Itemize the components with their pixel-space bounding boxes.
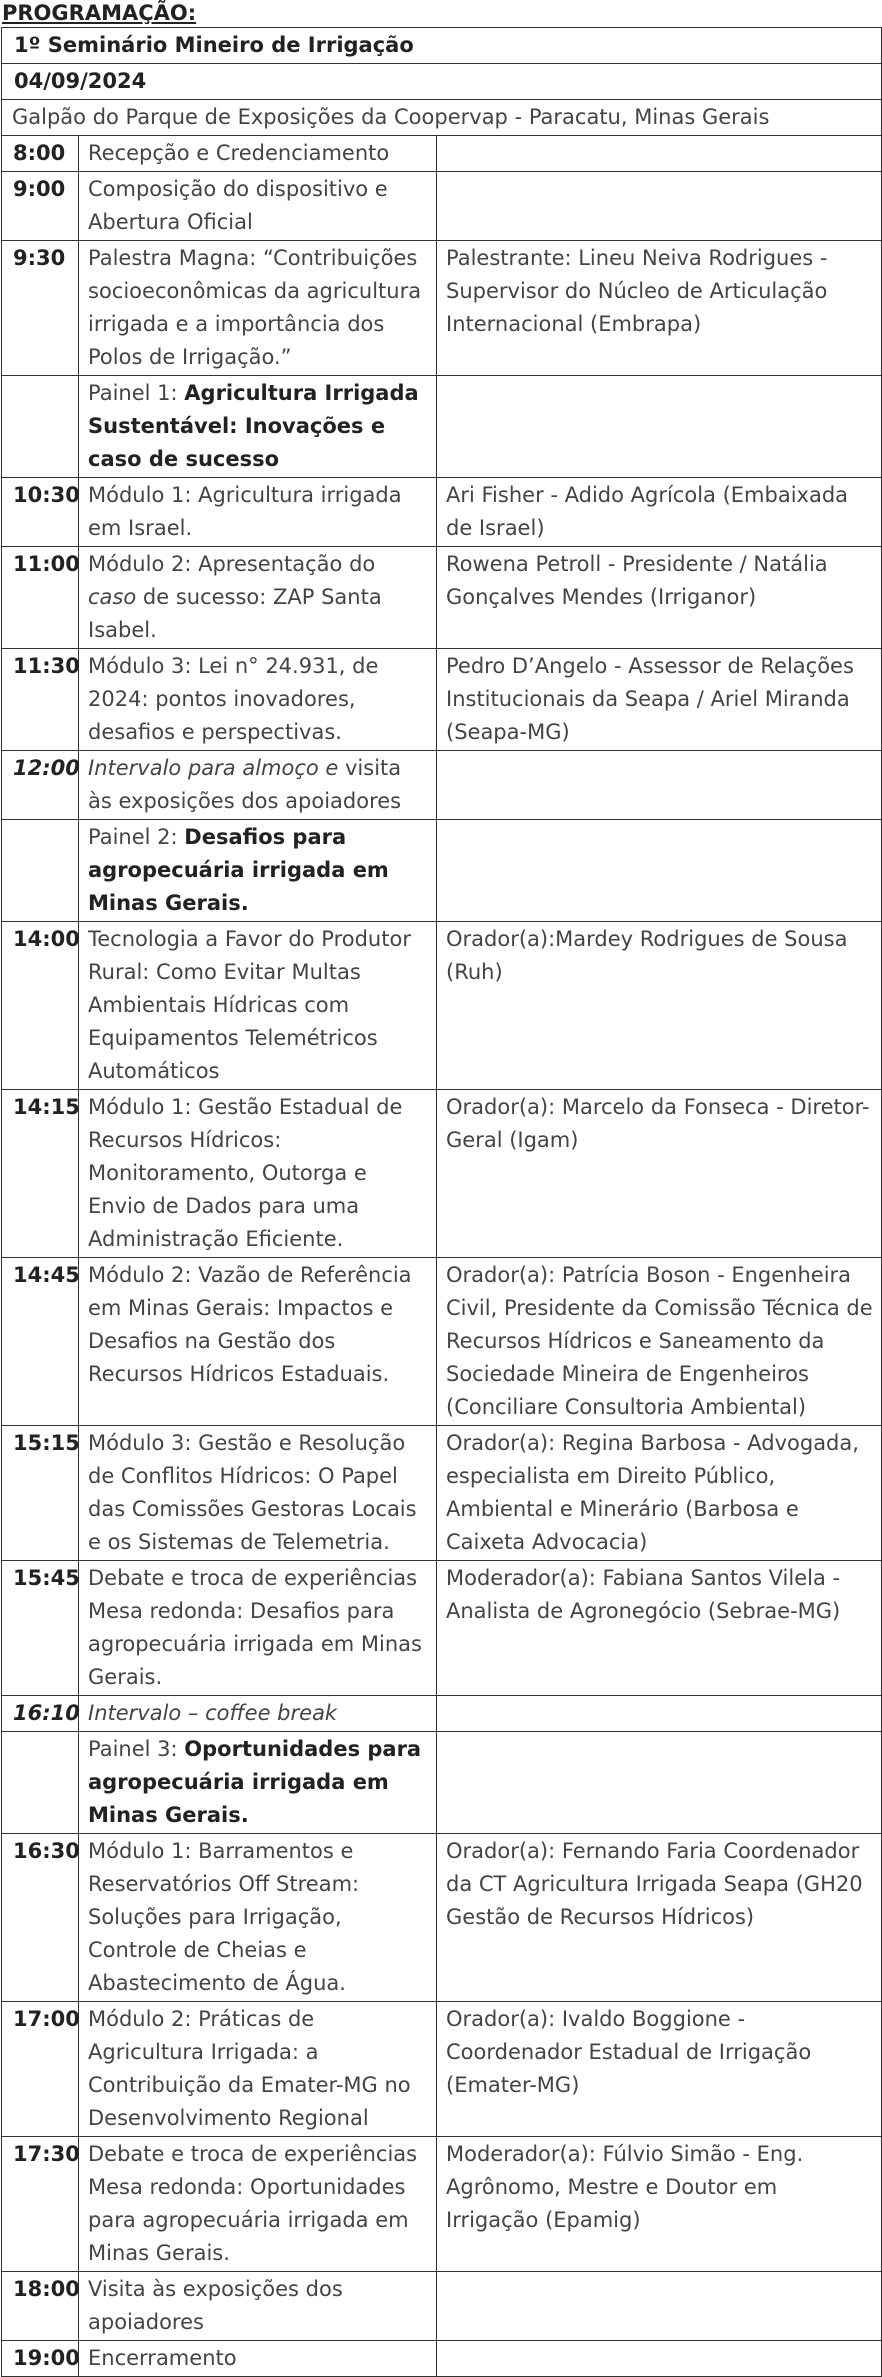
speaker-cell — [437, 136, 882, 172]
activity-cell: Módulo 2: Vazão de Referência em Minas Gerais: Impactos e Desafios na Gestão dos Recursos Hídricos Estaduais. — [79, 1258, 437, 1426]
activity-cell: Debate e troca de experiências Mesa redonda: Desafios para agropecuária irrigada em Minas Gerais. — [79, 1561, 437, 1696]
activity-cell: Composição do dispositivo e Abertura Oficial — [79, 172, 437, 241]
time-cell: 9:30 — [2, 241, 79, 376]
time-cell: 16:30 — [2, 1834, 79, 2002]
speaker-cell: Orador(a): Patrícia Boson - Engenheira Civil, Presidente da Comissão Técnica de Recursos Hídricos e Saneamento da Sociedade Mineira de Engenheiros (Conciliare Consultoria Ambiental) — [437, 1258, 882, 1426]
schedule-row — [2, 922, 882, 1090]
activity-cell: Módulo 3: Lei n° 24.931, de 2024: pontos inovadores, desafios e perspectivas. — [79, 649, 437, 751]
speaker-cell: Moderador(a): Fúlvio Simão - Eng. Agrônomo, Mestre e Doutor em Irrigação (Epamig) — [437, 2137, 882, 2272]
schedule-row — [2, 2137, 882, 2272]
time-cell: 12:00 — [2, 751, 79, 820]
event-title: 1º Seminário Mineiro de Irrigação — [2, 28, 882, 64]
activity-cell: Visita às exposições dos apoiadores — [79, 2272, 437, 2341]
activity-text: Módulo 2: Apresentação do — [88, 552, 376, 576]
panel-cell — [79, 1732, 437, 1834]
panel-label: Painel 3: — [88, 1737, 185, 1761]
activity-text: visita às exposições dos apoiadores — [88, 756, 402, 813]
time-cell: 14:00 — [2, 922, 79, 1090]
activity-cell — [79, 547, 437, 649]
event-date-row — [2, 64, 882, 100]
time-cell: 8:00 — [2, 136, 79, 172]
activity-cell — [79, 751, 437, 820]
panel-label: Painel 1: — [88, 381, 185, 405]
activity-cell: Palestra Magna: “Contribuições socioeconômicas da agricultura irrigada e a importância dos Polos de Irrigação.” — [79, 241, 437, 376]
schedule-row — [2, 2002, 882, 2137]
schedule-row — [2, 2272, 882, 2341]
time-cell: 14:45 — [2, 1258, 79, 1426]
speaker-cell: Orador(a):Mardey Rodrigues de Sousa (Ruh) — [437, 922, 882, 1090]
schedule-row — [2, 136, 882, 172]
schedule-row — [2, 751, 882, 820]
time-cell — [2, 1732, 79, 1834]
panel-title: Agricultura Irrigada Sustentável: Inovações e caso de sucesso — [88, 381, 419, 471]
activity-cell: Recepção e Credenciamento — [79, 136, 437, 172]
speaker-cell: Palestrante: Lineu Neiva Rodrigues - Supervisor do Núcleo de Articulação Internacional (Embrapa) — [437, 241, 882, 376]
activity-cell — [79, 1696, 437, 1732]
panel-title: Oportunidades para agropecuária irrigada em Minas Gerais. — [88, 1737, 422, 1827]
schedule-row — [2, 478, 882, 547]
panel-row — [2, 1732, 882, 1834]
speaker-cell — [437, 2341, 882, 2377]
activity-cell: Módulo 2: Práticas de Agricultura Irrigada: a Contribuição da Emater-MG no Desenvolvimento Regional — [79, 2002, 437, 2137]
activity-cell: Módulo 1: Gestão Estadual de Recursos Hídricos: Monitoramento, Outorga e Envio de Dados para uma Administração Eficiente. — [79, 1090, 437, 1258]
schedule-row — [2, 241, 882, 376]
activity-cell: Módulo 1: Barramentos e Reservatórios Off Stream: Soluções para Irrigação, Controle de Cheias e Abastecimento de Água. — [79, 1834, 437, 2002]
event-date: 04/09/2024 — [2, 64, 882, 100]
schedule-row — [2, 1090, 882, 1258]
speaker-cell — [437, 1696, 882, 1732]
activity-cell: Módulo 1: Agricultura irrigada em Israel. — [79, 478, 437, 547]
schedule-row — [2, 649, 882, 751]
time-cell: 10:30 — [2, 478, 79, 547]
event-title-row — [2, 28, 882, 64]
time-cell: 14:15 — [2, 1090, 79, 1258]
panel-cell — [79, 376, 437, 478]
speaker-cell — [437, 376, 882, 478]
schedule-row — [2, 172, 882, 241]
schedule-row — [2, 547, 882, 649]
speaker-cell — [437, 751, 882, 820]
time-cell: 16:10 — [2, 1696, 79, 1732]
activity-cell: Tecnologia a Favor do Produtor Rural: Como Evitar Multas Ambientais Hídricas com Equipamentos Telemétricos Automáticos — [79, 922, 437, 1090]
speaker-cell — [437, 1732, 882, 1834]
activity-text-italic: caso — [88, 585, 137, 609]
panel-label: Painel 2: — [88, 825, 185, 849]
time-cell — [2, 376, 79, 478]
speaker-cell — [437, 820, 882, 922]
schedule-row — [2, 1696, 882, 1732]
speaker-cell: Orador(a): Ivaldo Boggione - Coordenador Estadual de Irrigação (Emater-MG) — [437, 2002, 882, 2137]
activity-text: de sucesso: ZAP Santa Isabel. — [88, 585, 382, 642]
speaker-cell: Orador(a): Regina Barbosa - Advogada, especialista em Direito Público, Ambiental e Minerário (Barbosa e Caixeta Advocacia) — [437, 1426, 882, 1561]
panel-row — [2, 376, 882, 478]
speaker-cell — [437, 2272, 882, 2341]
activity-cell: Encerramento — [79, 2341, 437, 2377]
page-heading: PROGRAMAÇÃO: — [2, 1, 197, 25]
speaker-cell: Moderador(a): Fabiana Santos Vilela - Analista de Agronegócio (Sebrae-MG) — [437, 1561, 882, 1696]
time-cell — [2, 820, 79, 922]
activity-text-italic: Intervalo – coffee break — [88, 1701, 338, 1725]
time-cell: 11:00 — [2, 547, 79, 649]
speaker-cell: Orador(a): Marcelo da Fonseca - Diretor-Geral (Igam) — [437, 1090, 882, 1258]
schedule-row — [2, 1834, 882, 2002]
schedule-row — [2, 1426, 882, 1561]
event-venue-row — [2, 100, 882, 136]
time-cell: 15:15 — [2, 1426, 79, 1561]
panel-title: Desafios para agropecuária irrigada em Minas Gerais. — [88, 825, 389, 915]
time-cell: 17:00 — [2, 2002, 79, 2137]
event-venue: Galpão do Parque de Exposições da Coopervap - Paracatu, Minas Gerais — [2, 100, 882, 136]
speaker-cell: Ari Fisher - Adido Agrícola (Embaixada de Israel) — [437, 478, 882, 547]
speaker-cell: Orador(a): Fernando Faria Coordenador da CT Agricultura Irrigada Seapa (GH20 Gestão de Recursos Hídricos) — [437, 1834, 882, 2002]
panel-cell — [79, 820, 437, 922]
schedule-table — [1, 27, 882, 2377]
speaker-cell: Pedro D’Angelo - Assessor de Relações Institucionais da Seapa / Ariel Miranda (Seapa-MG) — [437, 649, 882, 751]
activity-cell: Módulo 3: Gestão e Resolução de Conflitos Hídricos: O Papel das Comissões Gestoras Locais e os Sistemas de Telemetria. — [79, 1426, 437, 1561]
activity-cell: Debate e troca de experiências Mesa redonda: Oportunidades para agropecuária irrigada em Minas Gerais. — [79, 2137, 437, 2272]
time-cell: 18:00 — [2, 2272, 79, 2341]
schedule-row — [2, 2341, 882, 2377]
time-cell: 19:00 — [2, 2341, 79, 2377]
schedule-row — [2, 1561, 882, 1696]
speaker-cell: Rowena Petroll - Presidente / Natália Gonçalves Mendes (Irriganor) — [437, 547, 882, 649]
time-cell: 11:30 — [2, 649, 79, 751]
time-cell: 9:00 — [2, 172, 79, 241]
time-cell: 17:30 — [2, 2137, 79, 2272]
activity-text-italic: Intervalo para almoço e — [88, 756, 339, 780]
speaker-cell — [437, 172, 882, 241]
panel-row — [2, 820, 882, 922]
schedule-row — [2, 1258, 882, 1426]
time-cell: 15:45 — [2, 1561, 79, 1696]
